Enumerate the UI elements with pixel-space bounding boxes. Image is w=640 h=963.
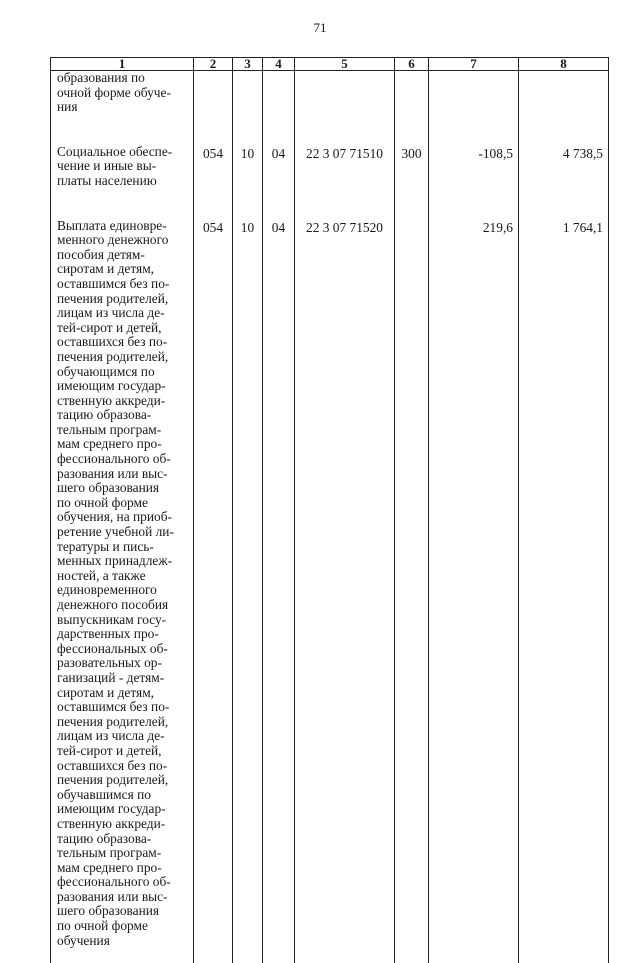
cell-amount-change: -108,5 <box>429 145 519 219</box>
description-line: тературы и пись- <box>57 540 191 555</box>
description-line: сиротам и детям, <box>57 686 191 701</box>
cell-expense-type <box>395 71 429 145</box>
description-line: обучения <box>57 934 191 949</box>
description-line: очной форме обуче- <box>57 86 191 101</box>
cell-target-article: 22 3 07 71510 <box>295 145 395 219</box>
description-line: единовременного <box>57 583 191 598</box>
description-line: сиротам и детям, <box>57 262 191 277</box>
description-line: тельным програм- <box>57 423 191 438</box>
description-line: ганизаций - детям- <box>57 671 191 686</box>
description-line: выпускникам госу- <box>57 613 191 628</box>
cell-subsection: 04 <box>263 145 295 219</box>
description-line: ственную аккреди- <box>57 817 191 832</box>
description-line: оставшихся без по- <box>57 759 191 774</box>
description-line: имеющим государ- <box>57 802 191 817</box>
description-line: разовательных ор- <box>57 656 191 671</box>
description-line: по очной форме <box>57 919 191 934</box>
row-description <box>51 71 194 145</box>
description-line: менного денежного <box>57 233 191 248</box>
row-description <box>51 219 194 963</box>
table-row <box>51 219 609 963</box>
description-line: разования или выс- <box>57 467 191 482</box>
description-line: обучающимся по <box>57 365 191 380</box>
description-line: тей-сирот и детей, <box>57 744 191 759</box>
table-header-row <box>51 58 609 71</box>
description-line: платы населению <box>57 174 191 189</box>
table-row <box>51 71 609 145</box>
cell-section <box>233 71 263 145</box>
column-header: 5 <box>295 58 395 71</box>
column-header: 8 <box>519 58 609 71</box>
column-header: 1 <box>51 58 194 71</box>
cell-target-article <box>295 71 395 145</box>
page-number: 71 <box>0 20 640 36</box>
description-line: пособия детям- <box>57 248 191 263</box>
cell-section: 10 <box>233 145 263 219</box>
column-header: 4 <box>263 58 295 71</box>
cell-subsection: 04 <box>263 219 295 963</box>
description-line: денежного пособия <box>57 598 191 613</box>
description-line: обучавшимся по <box>57 788 191 803</box>
description-line: тацию образова- <box>57 832 191 847</box>
description-line: фессиональных об- <box>57 642 191 657</box>
description-line: печения родителей, <box>57 350 191 365</box>
description-line: по очной форме <box>57 496 191 511</box>
description-line: имеющим государ- <box>57 379 191 394</box>
column-header: 7 <box>429 58 519 71</box>
cell-amount-total: 4 738,5 <box>519 145 609 219</box>
description-line: тей-сирот и детей, <box>57 321 191 336</box>
cell-amount-change <box>429 71 519 145</box>
description-line: оставшимся без по- <box>57 277 191 292</box>
description-line: фессионального об- <box>57 875 191 890</box>
description-line: фессионального об- <box>57 452 191 467</box>
description-line: шего образования <box>57 904 191 919</box>
description-line: шего образования <box>57 481 191 496</box>
cell-expense-type: 300 <box>395 145 429 219</box>
description-line: печения родителей, <box>57 773 191 788</box>
row-description <box>51 145 194 219</box>
description-line: образования по <box>57 71 191 86</box>
cell-ministry-code <box>194 71 233 145</box>
description-line: печения родителей, <box>57 715 191 730</box>
description-line: Социальное обеспе- <box>57 145 191 160</box>
cell-expense-type <box>395 219 429 963</box>
column-header: 6 <box>395 58 429 71</box>
description-line: печения родителей, <box>57 292 191 307</box>
cell-target-article: 22 3 07 71520 <box>295 219 395 963</box>
cell-amount-total <box>519 71 609 145</box>
description-line: тельным програм- <box>57 846 191 861</box>
cell-amount-change: 219,6 <box>429 219 519 963</box>
column-header: 2 <box>194 58 233 71</box>
cell-ministry-code: 054 <box>194 219 233 963</box>
description-line: тацию образова- <box>57 408 191 423</box>
budget-table <box>50 57 609 963</box>
description-line: менных принадлеж- <box>57 554 191 569</box>
cell-subsection <box>263 71 295 145</box>
description-line: ностей, а также <box>57 569 191 584</box>
description-line: Выплата единовре- <box>57 219 191 234</box>
cell-section: 10 <box>233 219 263 963</box>
description-line: разования или выс- <box>57 890 191 905</box>
description-line: оставшимся без по- <box>57 700 191 715</box>
description-line: оставшихся без по- <box>57 335 191 350</box>
description-line: мам среднего про- <box>57 861 191 876</box>
cell-ministry-code: 054 <box>194 145 233 219</box>
description-line: ственную аккреди- <box>57 394 191 409</box>
description-line: лицам из числа де- <box>57 729 191 744</box>
description-line: чение и иные вы- <box>57 159 191 174</box>
description-line: мам среднего про- <box>57 437 191 452</box>
description-line: лицам из числа де- <box>57 306 191 321</box>
description-line: ния <box>57 100 191 115</box>
description-line: ретение учебной ли- <box>57 525 191 540</box>
description-line: дарственных про- <box>57 627 191 642</box>
table-row <box>51 145 609 219</box>
column-header: 3 <box>233 58 263 71</box>
cell-amount-total: 1 764,1 <box>519 219 609 963</box>
table-body <box>51 71 609 963</box>
description-line: обучения, на приоб- <box>57 510 191 525</box>
